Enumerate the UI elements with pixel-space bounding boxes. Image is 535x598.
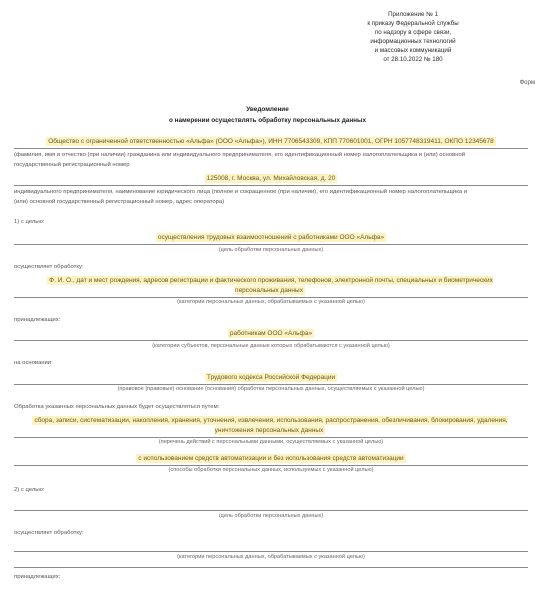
section1-categories-caption: (категории персональных данных, обрабатываемых с указанной целью) bbox=[177, 299, 365, 305]
section1-basis-caption: (правовое (правовые) основание (основания) обработки персональных данных, осуществляемых с указанной целью) bbox=[117, 386, 425, 392]
operator-caption-2 bbox=[14, 187, 528, 207]
section1-processes-label: осуществляет обработку: bbox=[14, 264, 84, 270]
section2-categories-caption: (категории персональных данных, обрабатываемых с указанной целью) bbox=[177, 554, 365, 560]
section1-actions-label: Обработка указанных персональных данных будет осуществляться путем: bbox=[14, 404, 220, 410]
section1-categories-field[interactable] bbox=[30, 276, 510, 295]
appendix-line: по надзору в сфере связи, bbox=[374, 29, 452, 36]
section2-label: 2) с целью: bbox=[14, 487, 45, 493]
divider bbox=[14, 148, 528, 149]
divider bbox=[14, 437, 528, 438]
section1-categories-value: Ф. И. О., дат и мест рождения, адресов регистрации и фактического проживания, телефонов, электронной почты, специальных и биометрических персональных данных bbox=[49, 277, 493, 294]
divider bbox=[14, 297, 528, 298]
form-label: Форм bbox=[519, 80, 535, 86]
section1-purpose-caption: (цель обработки персональных данных) bbox=[218, 247, 324, 253]
section1-basis-value: Трудового кодекса Российской Федерации bbox=[206, 374, 336, 381]
section1-subjects-caption: (категории субъектов, персональные данные которых обрабатываются с указанной целью) bbox=[152, 343, 390, 349]
appendix-block bbox=[313, 10, 513, 64]
operator-caption bbox=[14, 150, 528, 170]
appendix-line: Приложение № 1 bbox=[388, 11, 438, 18]
section1-actions-field[interactable] bbox=[30, 416, 510, 435]
caption-line: (или) основной государственный регистрационный номер, адрес оператора) bbox=[14, 199, 225, 205]
section2-purpose-caption: (цель обработки персональных данных) bbox=[218, 513, 324, 519]
divider bbox=[14, 244, 528, 245]
divider bbox=[14, 465, 528, 466]
divider bbox=[14, 384, 528, 385]
section1-subjects-value: работникам ООО «Альфа» bbox=[229, 330, 313, 337]
operator-address-field[interactable] bbox=[14, 174, 528, 184]
divider bbox=[14, 185, 528, 186]
doc-title: Уведомление bbox=[246, 106, 289, 113]
caption-line: индивидуального предпринимателя, наименование юридического лица (полное и сокращенное (при наличии), его идентификационный номер налогоплательщика и bbox=[14, 189, 468, 195]
appendix-line: информационных технологий bbox=[370, 38, 456, 45]
section2-purpose-line[interactable] bbox=[14, 510, 528, 511]
doc-subtitle: о намерении осуществлять обработку персональных данных bbox=[168, 117, 367, 124]
appendix-line: от 28.10.2022 № 180 bbox=[383, 56, 443, 63]
divider bbox=[14, 340, 528, 341]
section2-processes-label: осуществляет обработку: bbox=[14, 530, 84, 536]
section1-purpose-field[interactable] bbox=[14, 233, 528, 243]
section2-categories-line[interactable] bbox=[14, 551, 528, 552]
divider bbox=[14, 567, 528, 568]
section1-actions-caption: (перечень действий с персональными данными, осуществляемых с указанной целью) bbox=[158, 439, 384, 445]
section1-methods-field[interactable] bbox=[14, 454, 528, 464]
caption-line: государственный регистрационный номер bbox=[14, 162, 130, 168]
section2-belonging-label: принадлежащих: bbox=[14, 574, 61, 580]
section1-label: 1) с целью: bbox=[14, 219, 45, 225]
appendix-line: и массовых коммуникаций bbox=[374, 47, 452, 54]
section1-subjects-field[interactable] bbox=[14, 329, 528, 339]
appendix-line: к приказу Федеральной службы bbox=[367, 20, 459, 27]
operator-name-value: Общество с ограниченной ответственностью «Альфа» (ООО «Альфа»), ИНН 7706543309, КПП 770601001, ОГРН 1057748319411, ОКПО 12345678 bbox=[48, 138, 494, 145]
section1-actions-value: сбора, записи, систематизации, накопления, хранения, уточнения, извлечения, использования, распространения, обезличивания, блокирования, удаления, уничтожения персональных данных bbox=[34, 417, 508, 434]
section1-methods-value: с использованием средств автоматизации и без использования средств автоматизации bbox=[138, 455, 404, 462]
section1-purpose-value: осуществления трудовых взаимоотношений с работниками ООО «Альфа» bbox=[157, 234, 385, 241]
caption-line: (фамилия, имя и отчество (при наличии) гражданина или индивидуального предпринимателя, его идентификационный номер налогоплательщика и (или) основной bbox=[14, 152, 466, 158]
operator-name-field[interactable] bbox=[14, 137, 528, 147]
section1-basis-field[interactable] bbox=[14, 373, 528, 383]
section1-methods-caption: (способы обработки персональных данных, используемых с указанной целью) bbox=[168, 467, 374, 473]
section1-basis-label: на основании: bbox=[14, 360, 53, 366]
operator-address-value: 125008, г. Москва, ул. Михайловская, д. 20 bbox=[206, 175, 336, 182]
section1-belonging-label: принадлежащих: bbox=[14, 317, 61, 323]
